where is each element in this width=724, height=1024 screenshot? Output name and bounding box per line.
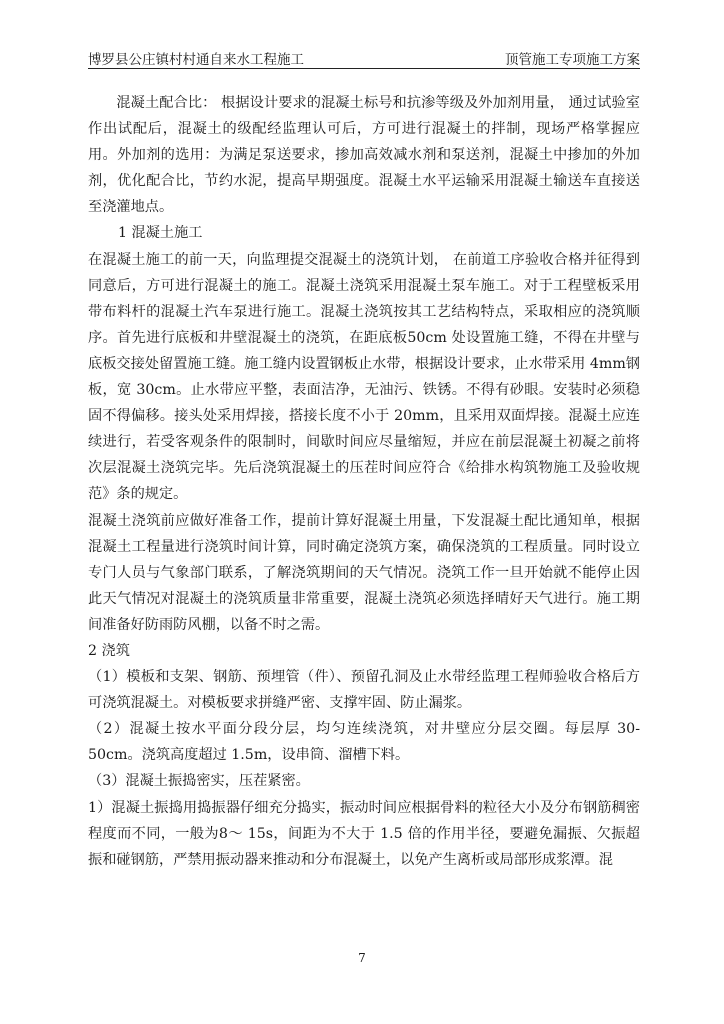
- list-item: （2）混凝土按水平面分段分层，均匀连续浇筑，对井壁应分层交圈。每层厚 30-50cm。浇筑高度超过 1.5m，设串筒、溜槽下料。: [88, 721, 640, 764]
- section-heading-concrete-construction: 1 混凝土施工: [118, 225, 203, 242]
- paragraph-mix-ratio: 混凝土配合比： 根据设计要求的混凝土标号和抗渗等级及外加剂用量， 通过试验室作出试配后，混凝土的级配经监理认可后，方可进行混凝土的拌制，现场严格掌握应用。外加剂的选用：为满足泵送要求，掺加高效减水剂和泵送剂，混凝土中掺加的外加剂，优化配合比，节约水泥，提高早期强度。混凝土水平运输采用混凝土输送车直接送至浇灌地点。: [88, 95, 640, 216]
- list-item: 1）混凝土振捣用捣振器仔细充分捣实，振动时间应根据骨料的粒径大小及分布钢筋稠密程度而不同，一般为8～ 15s，间距为不大于 1.5 倍的作用半径，要避免漏振、欠振超振和碰钢筋，严禁用振动器来推动和分布混凝土，以免产生离析或局部形成浆潭。混: [88, 799, 640, 868]
- list-item: （1）模板和支架、钢筋、预埋管（件）、预留孔洞及止水带经监理工程师验收合格后方可浇筑混凝土。对模板要求拼缝严密、支撑牢固、防止漏浆。: [88, 669, 640, 712]
- paragraph-construction-plan: 在混凝土施工的前一天，向监理提交混凝土的浇筑计划， 在前道工序验收合格并征得到同意后，方可进行混凝土的施工。混凝土浇筑采用混凝土泵车施工。对于工程壁板采用带布料杆的混凝土汽车泵进行施工。混凝土浇筑按其工艺结构特点，采取相应的浇筑顺序。首先进行底板和井壁混凝土的浇筑，在距底板50cm 处设置施工缝，不得在井壁与底板交接处留置施工缝。施工缝内设置钢板止水带，根据设计要求，止水带采用 4mm钢板，宽 30cm。止水带应平整，表面洁净，无油污、铁锈。不得有砂眼。安装时必须稳固不得偏移。接头处采用焊接，搭接长度不小于 20mm，且采用双面焊接。混凝土应连续进行，若受客观条件的限制时，间歇时间应尽量缩短，并应在前层混凝土初凝之前将次层混凝土浇筑完毕。先后浇筑混凝土的压茬时间应符合《给排水构筑物施工及验收规范》条的规定。: [88, 251, 640, 503]
- section-heading-pouring: 2 浇筑: [88, 642, 130, 659]
- header-document-title: 顶管施工专项施工方案: [505, 52, 640, 68]
- header-project-name: 博罗县公庄镇村村通自来水工程施工: [88, 52, 304, 68]
- page-header: [88, 46, 640, 69]
- document-body: [88, 90, 640, 873]
- paragraph-preparation: 混凝土浇筑前应做好准备工作，提前计算好混凝土用量，下发混凝土配比通知单，根据混凝土工程量进行浇筑时间计算，同时确定浇筑方案，确保浇筑的工程质量。同时设立专门人员与气象部门联系，了解浇筑期间的天气情况。浇筑工作一旦开始就不能停止因此天气情况对混凝土的浇筑质量非常重要，混凝土浇筑必须选择晴好天气进行。施工期间准备好防雨防风棚，以备不时之需。: [88, 512, 640, 633]
- page-number: 7: [358, 951, 366, 965]
- list-item: （3）混凝土振捣密实，压茬紧密。: [88, 773, 310, 790]
